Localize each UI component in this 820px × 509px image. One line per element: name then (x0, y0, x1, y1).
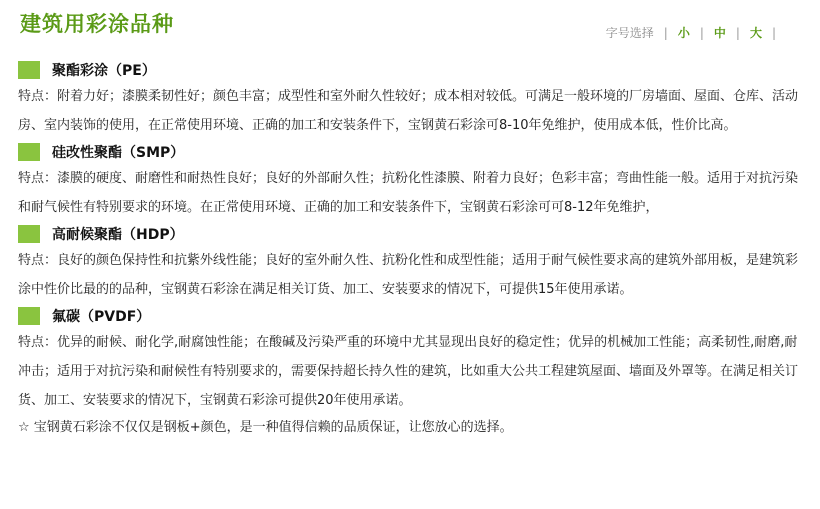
section-description: 特点：附着力好；漆膜柔韧性好；颜色丰富；成型性和室外耐久性较好；成本相对较低。可满足一般环境的厂房墙面、屋面、仓库、活动房、室内装饰的使用，在正常使用环境、正确的加工和安装条件下，宝钢黄石彩涂可8-10年免维护，使用成本低，性价比高。 (18, 89, 799, 133)
font-size-large-button[interactable]: 大 (749, 26, 762, 40)
section-title: 聚酯彩涂（PE） (52, 63, 156, 79)
section-marker-icon (18, 61, 40, 79)
section-heading (18, 304, 808, 328)
section-marker-icon (18, 225, 40, 243)
divider: | (663, 25, 668, 40)
section-heading (18, 222, 808, 246)
section-description: 特点：优异的耐候、耐化学,耐腐蚀性能；在酸碱及污染严重的环境中尤其显现出良好的稳定性；优异的机械加工性能；高柔韧性,耐磨,耐冲击；适用于对抗污染和耐候性有特别要求的，需要保持超长持久性的建筑，比如重大公共工程建筑屋面、墙面及外罩等。在满足相关订货、加工、安装要求的情况下，宝钢黄石彩涂可提供20年使用承诺。 (18, 335, 799, 408)
section-hdp (18, 222, 808, 304)
section-marker-icon (18, 143, 40, 161)
font-size-label: 字号选择 (605, 26, 654, 40)
divider: | (699, 25, 704, 40)
font-size-small-button[interactable]: 小 (677, 26, 690, 40)
page-title: 建筑用彩涂品种 (20, 12, 174, 36)
divider: | (771, 25, 776, 40)
section-description: 特点：良好的颜色保持性和抗紫外线性能；良好的室外耐久性、抗粉化性和成型性能；适用于耐气候性要求高的建筑外部用板，是建筑彩涂中性价比最的的品种，宝钢黄石彩涂在满足相关订货、加工、安装要求的情况下，可提供15年使用承诺。 (18, 253, 799, 297)
section-title: 氟碳（PVDF） (52, 309, 151, 325)
font-size-medium-button[interactable]: 中 (713, 26, 726, 40)
font-size-selector (606, 24, 786, 41)
article-content (18, 58, 808, 454)
footer-note: ☆ 宝钢黄石彩涂不仅仅是钢板+颜色，是一种值得信赖的品质保证，让您放心的选择。 (18, 420, 513, 435)
section-smp (18, 140, 808, 222)
section-pe (18, 58, 808, 140)
section-title: 硅改性聚酯（SMP） (52, 145, 185, 161)
section-heading (18, 140, 808, 164)
section-title: 高耐候聚酯（HDP） (52, 227, 184, 243)
section-marker-icon (18, 307, 40, 325)
section-heading (18, 58, 808, 82)
section-pvdf (18, 304, 808, 415)
divider: | (735, 25, 740, 40)
section-description: 特点：漆膜的硬度、耐磨性和耐热性良好；良好的外部耐久性；抗粉化性漆膜、附着力良好；色彩丰富；弯曲性能一般。适用于对抗污染和耐气候性有特别要求的环境。在正常使用环境、正确的加工和安装条件下，宝钢黄石彩涂可可8-12年免维护， (18, 171, 799, 215)
